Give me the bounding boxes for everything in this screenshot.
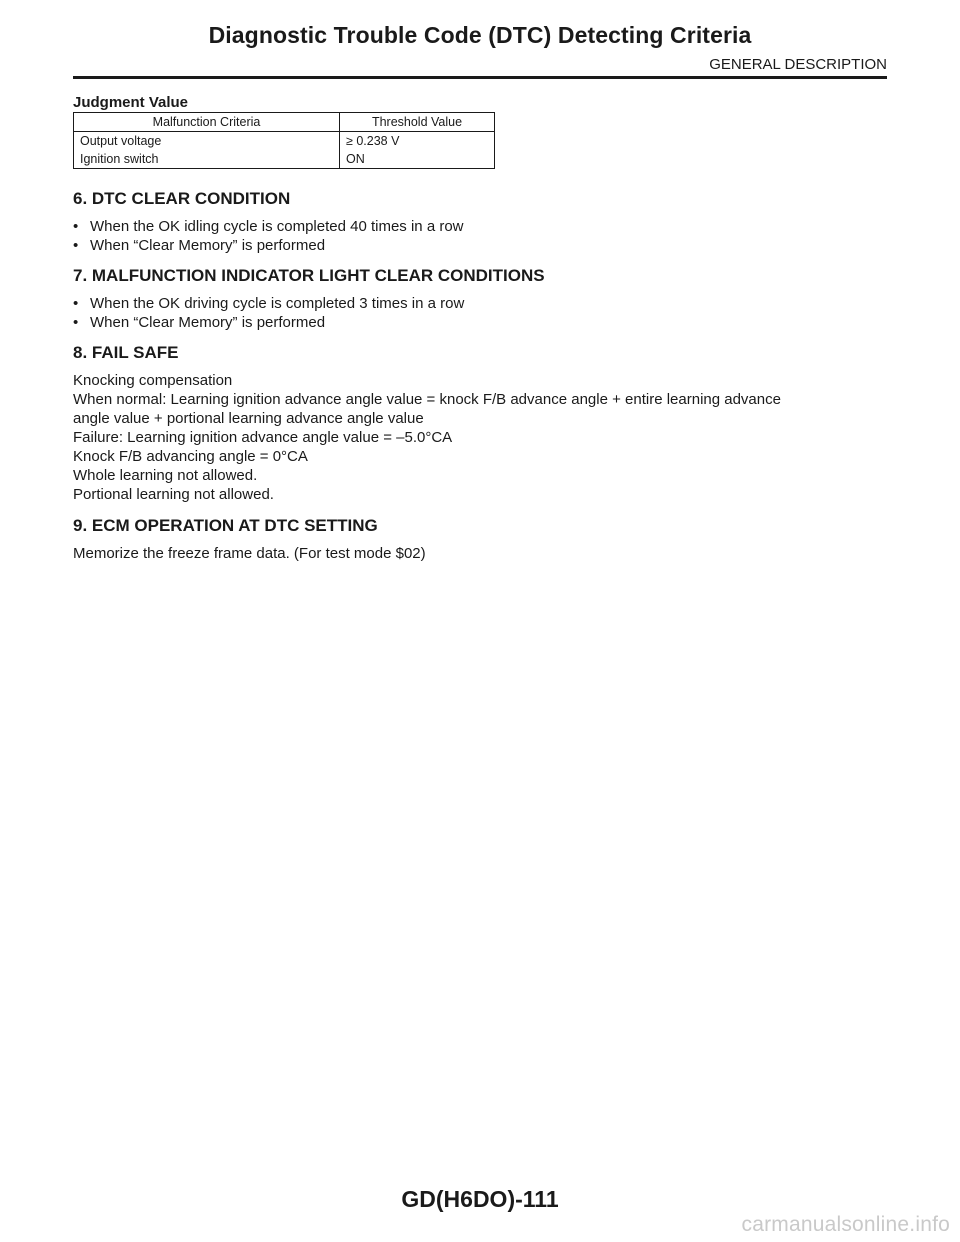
list-item: • When the OK driving cycle is completed 3 times in a row [73, 295, 465, 312]
section-7-heading: 7. MALFUNCTION INDICATOR LIGHT CLEAR CONDITIONS [73, 266, 545, 285]
fail-safe-line: Failure: Learning ignition advance angle value = –5.0°CA [73, 429, 453, 446]
column-header-threshold-value: Threshold Value [340, 113, 495, 132]
table-cell: Output voltage [74, 132, 340, 151]
page-number-code: GD(H6DO)-111 [401, 1186, 559, 1212]
judgment-value-label: Judgment Value [73, 94, 189, 111]
list-item: • When the OK idling cycle is completed 40 times in a row [73, 218, 464, 235]
header-divider [73, 76, 887, 79]
fail-safe-line: angle value + portional learning advance angle value [73, 410, 424, 427]
bullet-icon: • [73, 314, 79, 331]
section-9-heading: 9. ECM OPERATION AT DTC SETTING [73, 516, 378, 535]
table-cell: Ignition switch [74, 150, 340, 169]
judgment-value-table [73, 112, 495, 169]
fail-safe-line: When normal: Learning ignition advance angle value = knock F/B advance angle + entire learning advance [73, 391, 781, 408]
fail-safe-line: Portional learning not allowed. [73, 486, 274, 503]
table-cell: ON [340, 150, 495, 169]
table-header-row [74, 113, 495, 132]
section-8-body [73, 371, 893, 504]
table-row [74, 150, 495, 169]
fail-safe-line: Knocking compensation [73, 372, 233, 389]
page-title: Diagnostic Trouble Code (DTC) Detecting Criteria [208, 22, 752, 48]
section-8-heading: 8. FAIL SAFE [73, 343, 179, 362]
table-cell: ≥ 0.238 V [340, 132, 495, 151]
section-9-text: Memorize the freeze frame data. (For test mode $02) [73, 545, 426, 562]
list-item: • When “Clear Memory” is performed [73, 314, 326, 331]
section-6-heading: 6. DTC CLEAR CONDITION [73, 189, 291, 208]
bullet-icon: • [73, 237, 79, 254]
bullet-icon: • [73, 218, 79, 235]
list-item: • When “Clear Memory” is performed [73, 237, 326, 254]
table-row [74, 132, 495, 151]
column-header-malfunction-criteria: Malfunction Criteria [74, 113, 340, 132]
fail-safe-line: Whole learning not allowed. [73, 467, 258, 484]
section-7-bullet-list [73, 294, 893, 332]
section-6-bullet-list [73, 217, 893, 255]
page-content [73, 94, 893, 563]
bullet-icon: • [73, 295, 79, 312]
watermark: carmanualsonline.info [741, 1213, 950, 1236]
fail-safe-line: Knock F/B advancing angle = 0°CA [73, 448, 308, 465]
page-subtitle: GENERAL DESCRIPTION [709, 56, 887, 73]
